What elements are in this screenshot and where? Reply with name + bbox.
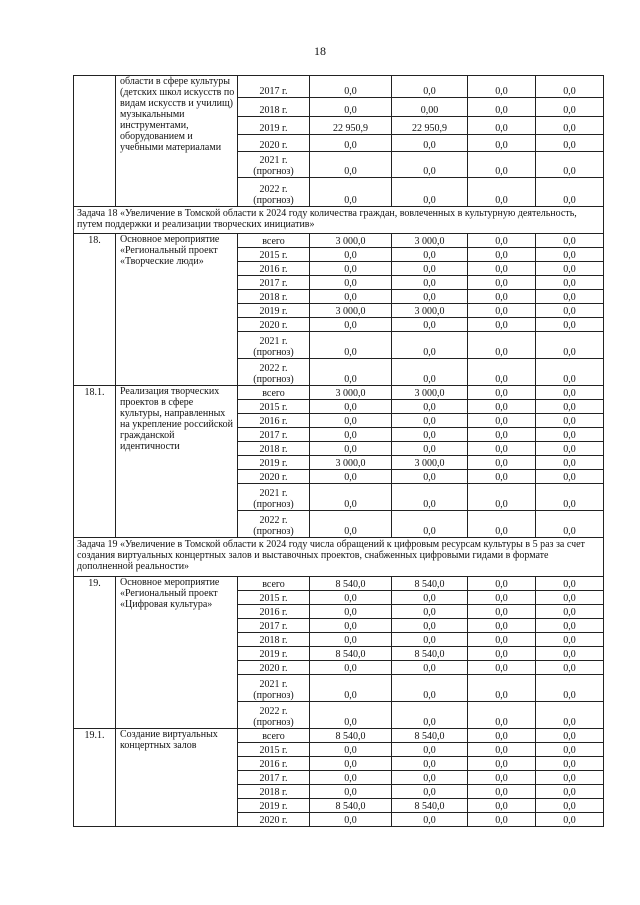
value-cell: 0,0 — [536, 702, 604, 729]
year-cell: 2020 г. — [238, 813, 310, 827]
value-cell: 0,0 — [536, 647, 604, 661]
value-cell: 0,0 — [468, 577, 536, 591]
value-cell: 8 540,0 — [310, 799, 392, 813]
value-cell: 0,0 — [310, 428, 392, 442]
value-cell: 0,0 — [536, 511, 604, 538]
value-cell: 0,0 — [536, 456, 604, 470]
value-cell: 0,0 — [392, 511, 468, 538]
value-cell: 0,0 — [392, 318, 468, 332]
value-cell: 0,0 — [468, 117, 536, 135]
item-name: области в сфере культуры (детских школ искусств по видам искусств и училищ) музыкальными инструментами, оборудованием и учебными материалами — [116, 76, 238, 207]
value-cell: 0,0 — [536, 318, 604, 332]
value-cell: 0,0 — [536, 248, 604, 262]
value-cell: 0,0 — [468, 757, 536, 771]
value-cell: 0,0 — [392, 135, 468, 152]
value-cell: 0,0 — [392, 442, 468, 456]
value-cell: 0,0 — [310, 98, 392, 117]
task-row — [74, 538, 604, 577]
value-cell: 0,0 — [392, 771, 468, 785]
value-cell: 3 000,0 — [310, 304, 392, 318]
value-cell: 0,0 — [310, 675, 392, 702]
value-cell: 0,0 — [468, 799, 536, 813]
value-cell: 0,0 — [536, 400, 604, 414]
value-cell: 0,0 — [468, 591, 536, 605]
year-cell: 2021 г. (прогноз) — [238, 152, 310, 178]
value-cell: 0,0 — [536, 661, 604, 675]
item-number: 19.1. — [74, 729, 116, 827]
value-cell: 0,0 — [536, 262, 604, 276]
value-cell: 0,0 — [468, 332, 536, 359]
value-cell: 0,0 — [536, 276, 604, 290]
value-cell: 0,0 — [536, 633, 604, 647]
value-cell: 0,0 — [392, 262, 468, 276]
table-row — [74, 76, 604, 98]
year-cell: 2015 г. — [238, 248, 310, 262]
value-cell: 0,0 — [392, 757, 468, 771]
value-cell: 0,0 — [536, 619, 604, 633]
value-cell: 0,0 — [468, 290, 536, 304]
year-cell: всего — [238, 729, 310, 743]
year-cell: 2018 г. — [238, 633, 310, 647]
value-cell: 0,0 — [310, 400, 392, 414]
value-cell: 0,0 — [536, 428, 604, 442]
value-cell: 0,0 — [392, 675, 468, 702]
value-cell: 0,0 — [536, 743, 604, 757]
value-cell: 0,0 — [468, 813, 536, 827]
value-cell: 8 540,0 — [392, 729, 468, 743]
year-cell: 2015 г. — [238, 400, 310, 414]
value-cell: 0,0 — [310, 135, 392, 152]
value-cell: 0,0 — [310, 178, 392, 207]
item-number: 18. — [74, 234, 116, 386]
value-cell: 0,0 — [536, 813, 604, 827]
value-cell: 3 000,0 — [310, 456, 392, 470]
year-cell: 2015 г. — [238, 743, 310, 757]
value-cell: 0,0 — [310, 757, 392, 771]
value-cell: 0,0 — [468, 276, 536, 290]
value-cell: 0,0 — [310, 785, 392, 799]
item-number: 18.1. — [74, 386, 116, 538]
value-cell: 0,0 — [468, 785, 536, 799]
item-name: Основное мероприятие «Региональный проект «Творческие люди» — [116, 234, 238, 386]
value-cell: 0,0 — [310, 359, 392, 386]
value-cell: 0,0 — [310, 813, 392, 827]
year-cell: 2018 г. — [238, 785, 310, 799]
value-cell: 0,0 — [468, 647, 536, 661]
year-cell: 2018 г. — [238, 290, 310, 304]
year-cell: 2019 г. — [238, 647, 310, 661]
year-cell: 2016 г. — [238, 262, 310, 276]
value-cell: 0,0 — [310, 605, 392, 619]
year-cell: 2021 г. (прогноз) — [238, 484, 310, 511]
value-cell: 0,0 — [392, 400, 468, 414]
value-cell: 0,0 — [468, 152, 536, 178]
value-cell: 0,0 — [310, 414, 392, 428]
year-cell: 2017 г. — [238, 276, 310, 290]
value-cell: 0,0 — [468, 318, 536, 332]
value-cell: 8 540,0 — [310, 647, 392, 661]
value-cell: 0,0 — [392, 484, 468, 511]
task-text: Задача 18 «Увеличение в Томской области к 2024 году количества граждан, вовлеченных в культурную деятельность, путем поддержки и реализации творческих инициатив» — [74, 207, 604, 234]
value-cell: 0,0 — [468, 248, 536, 262]
value-cell: 0,0 — [392, 414, 468, 428]
value-cell: 0,0 — [468, 400, 536, 414]
value-cell: 0,0 — [468, 619, 536, 633]
value-cell: 0,0 — [392, 785, 468, 799]
year-cell: всего — [238, 234, 310, 248]
value-cell: 0,0 — [310, 318, 392, 332]
value-cell: 0,0 — [310, 619, 392, 633]
year-cell: 2019 г. — [238, 304, 310, 318]
value-cell: 0,0 — [468, 484, 536, 511]
value-cell: 0,0 — [310, 276, 392, 290]
value-cell: 0,0 — [392, 702, 468, 729]
value-cell: 0,0 — [468, 428, 536, 442]
value-cell: 0,0 — [392, 290, 468, 304]
year-cell: 2021 г. (прогноз) — [238, 332, 310, 359]
value-cell: 0,0 — [468, 675, 536, 702]
item-number — [74, 76, 116, 207]
value-cell: 0,0 — [392, 661, 468, 675]
value-cell: 0,0 — [310, 248, 392, 262]
value-cell: 0,0 — [468, 633, 536, 647]
value-cell: 8 540,0 — [310, 577, 392, 591]
value-cell: 8 540,0 — [310, 729, 392, 743]
value-cell: 0,0 — [392, 359, 468, 386]
year-cell: всего — [238, 577, 310, 591]
value-cell: 3 000,0 — [392, 234, 468, 248]
value-cell: 0,0 — [468, 511, 536, 538]
value-cell: 0,0 — [536, 484, 604, 511]
value-cell: 0,0 — [310, 511, 392, 538]
value-cell: 0,0 — [536, 386, 604, 400]
value-cell: 0,0 — [310, 76, 392, 98]
task-row — [74, 207, 604, 234]
value-cell: 0,0 — [392, 276, 468, 290]
year-cell: 2016 г. — [238, 605, 310, 619]
value-cell: 0,0 — [468, 386, 536, 400]
value-cell: 0,0 — [536, 304, 604, 318]
year-cell: 2021 г. (прогноз) — [238, 675, 310, 702]
value-cell: 0,0 — [392, 428, 468, 442]
value-cell: 0,0 — [310, 152, 392, 178]
value-cell: 3 000,0 — [392, 456, 468, 470]
year-cell: 2019 г. — [238, 117, 310, 135]
year-cell: 2020 г. — [238, 470, 310, 484]
year-cell: 2019 г. — [238, 799, 310, 813]
value-cell: 0,0 — [310, 633, 392, 647]
value-cell: 22 950,9 — [310, 117, 392, 135]
value-cell: 0,0 — [468, 456, 536, 470]
year-cell: 2018 г. — [238, 98, 310, 117]
value-cell: 0,00 — [392, 98, 468, 117]
task-text: Задача 19 «Увеличение в Томской области к 2024 году числа обращений к цифровым ресурсам культуры в 5 раз за счет создания виртуальных концертных залов и выставочных проектов, снабженных цифровыми гидами в формате дополненной реальности» — [74, 538, 604, 577]
year-cell: 2020 г. — [238, 661, 310, 675]
item-name: Основное мероприятие «Региональный проект «Цифровая культура» — [116, 577, 238, 729]
value-cell: 0,0 — [536, 785, 604, 799]
year-cell: 2022 г. (прогноз) — [238, 359, 310, 386]
value-cell: 0,0 — [468, 98, 536, 117]
year-cell: 2022 г. (прогноз) — [238, 511, 310, 538]
value-cell: 0,0 — [468, 304, 536, 318]
financing-table-body — [74, 76, 604, 827]
value-cell: 0,0 — [536, 442, 604, 456]
value-cell: 8 540,0 — [392, 799, 468, 813]
value-cell: 0,0 — [536, 591, 604, 605]
value-cell: 0,0 — [536, 675, 604, 702]
value-cell: 0,0 — [468, 442, 536, 456]
value-cell: 0,0 — [536, 605, 604, 619]
value-cell: 0,0 — [468, 771, 536, 785]
value-cell: 0,0 — [468, 605, 536, 619]
table-row — [74, 386, 604, 400]
value-cell: 0,0 — [468, 470, 536, 484]
year-cell: 2022 г. (прогноз) — [238, 178, 310, 207]
value-cell: 0,0 — [536, 359, 604, 386]
value-cell: 0,0 — [536, 757, 604, 771]
value-cell: 0,0 — [392, 332, 468, 359]
value-cell: 0,0 — [392, 470, 468, 484]
value-cell: 3 000,0 — [310, 386, 392, 400]
value-cell: 0,0 — [468, 234, 536, 248]
value-cell: 0,0 — [536, 152, 604, 178]
financing-table — [73, 75, 604, 827]
value-cell: 0,0 — [536, 799, 604, 813]
value-cell: 0,0 — [392, 633, 468, 647]
year-cell: 2019 г. — [238, 456, 310, 470]
item-name: Создание виртуальных концертных залов — [116, 729, 238, 827]
value-cell: 0,0 — [468, 262, 536, 276]
value-cell: 0,0 — [392, 591, 468, 605]
value-cell: 0,0 — [536, 290, 604, 304]
value-cell: 0,0 — [468, 702, 536, 729]
value-cell: 3 000,0 — [310, 234, 392, 248]
year-cell: 2017 г. — [238, 619, 310, 633]
page-number: 18 — [314, 44, 326, 58]
value-cell: 0,0 — [536, 771, 604, 785]
value-cell: 0,0 — [536, 729, 604, 743]
value-cell: 0,0 — [468, 178, 536, 207]
value-cell: 0,0 — [536, 332, 604, 359]
year-cell: 2018 г. — [238, 442, 310, 456]
value-cell: 0,0 — [310, 702, 392, 729]
value-cell: 0,0 — [536, 135, 604, 152]
year-cell: 2022 г. (прогноз) — [238, 702, 310, 729]
value-cell: 0,0 — [468, 661, 536, 675]
value-cell: 0,0 — [310, 771, 392, 785]
table-row — [74, 729, 604, 743]
value-cell: 0,0 — [536, 98, 604, 117]
value-cell: 0,0 — [310, 332, 392, 359]
value-cell: 22 950,9 — [392, 117, 468, 135]
value-cell: 0,0 — [392, 178, 468, 207]
year-cell: 2016 г. — [238, 757, 310, 771]
value-cell: 0,0 — [536, 414, 604, 428]
value-cell: 0,0 — [392, 152, 468, 178]
value-cell: 0,0 — [392, 813, 468, 827]
value-cell: 0,0 — [536, 470, 604, 484]
value-cell: 0,0 — [310, 290, 392, 304]
value-cell: 8 540,0 — [392, 647, 468, 661]
value-cell: 0,0 — [310, 262, 392, 276]
value-cell: 0,0 — [392, 619, 468, 633]
value-cell: 0,0 — [468, 729, 536, 743]
value-cell: 0,0 — [310, 743, 392, 757]
value-cell: 0,0 — [392, 743, 468, 757]
item-number: 19. — [74, 577, 116, 729]
table-row — [74, 577, 604, 591]
year-cell: всего — [238, 386, 310, 400]
value-cell: 0,0 — [468, 76, 536, 98]
value-cell: 3 000,0 — [392, 386, 468, 400]
value-cell: 0,0 — [392, 605, 468, 619]
value-cell: 0,0 — [536, 577, 604, 591]
table-row — [74, 234, 604, 248]
value-cell: 0,0 — [536, 76, 604, 98]
value-cell: 0,0 — [392, 248, 468, 262]
value-cell: 0,0 — [468, 414, 536, 428]
value-cell: 0,0 — [468, 359, 536, 386]
year-cell: 2016 г. — [238, 414, 310, 428]
value-cell: 0,0 — [468, 743, 536, 757]
value-cell: 0,0 — [310, 591, 392, 605]
value-cell: 0,0 — [392, 76, 468, 98]
year-cell: 2020 г. — [238, 318, 310, 332]
year-cell: 2015 г. — [238, 591, 310, 605]
value-cell: 8 540,0 — [392, 577, 468, 591]
item-name: Реализация творческих проектов в сфере культуры, направленных на укрепление российской гражданской идентичности — [116, 386, 238, 538]
value-cell: 0,0 — [536, 117, 604, 135]
year-cell: 2017 г. — [238, 76, 310, 98]
value-cell: 0,0 — [536, 178, 604, 207]
value-cell: 3 000,0 — [392, 304, 468, 318]
value-cell: 0,0 — [310, 484, 392, 511]
value-cell: 0,0 — [536, 234, 604, 248]
year-cell: 2020 г. — [238, 135, 310, 152]
value-cell: 0,0 — [468, 135, 536, 152]
year-cell: 2017 г. — [238, 428, 310, 442]
value-cell: 0,0 — [310, 442, 392, 456]
value-cell: 0,0 — [310, 470, 392, 484]
value-cell: 0,0 — [310, 661, 392, 675]
year-cell: 2017 г. — [238, 771, 310, 785]
